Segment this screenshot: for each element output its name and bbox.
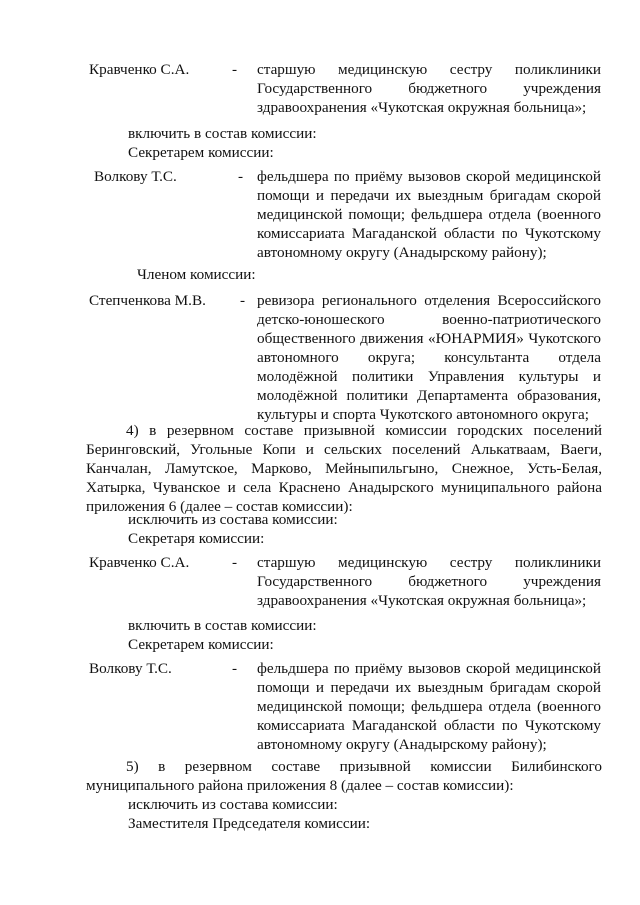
member-description: фельдшера по приёму вызовов скорой медицинской помощи и передачи их выездным бригадам скорой медицинской помощи; фельдшера отдела (военного комиссариата Магаданской области по Чукотскому автономному округу (Анадырскому району); <box>257 660 601 753</box>
role-label: Членом комиссии: <box>137 266 256 283</box>
member-description: старшую медицинскую сестру поликлиники Государственного бюджетного учреждения здравоохранения «Чукотская окружная больница»; <box>257 61 601 116</box>
role-label: Секретаря комиссии: <box>128 530 265 547</box>
role-label: Заместителя Председателя комиссии: <box>128 815 371 832</box>
member-description: фельдшера по приёму вызовов скорой медицинской помощи и передачи их выездным бригадам скорой медицинской помощи; фельдшера отдела (военного комиссариата Магаданской области по Чукотскому автономному округу (Анадырскому району); <box>257 168 601 261</box>
section-paragraph: 4) в резервном составе призывной комиссии городских поселений Беринговский, Угольные Копи и сельских поселений Алькатваам, Ваеги, Канчалан, Ламутское, Марково, Мейныпильгыно, Снежное, Усть-Белая, Хатырка, Чуванское и села Краснено Анадырского муниципального района приложения 6 (далее – состав комиссии): <box>86 422 602 515</box>
role-label: Секретарем комиссии: <box>128 636 274 653</box>
dash-separator: - <box>238 168 244 185</box>
section-label: исключить из состава комиссии: <box>128 796 338 813</box>
member-name: Волкову Т.С. <box>89 660 172 677</box>
section-label: исключить из состава комиссии: <box>128 511 338 528</box>
member-name: Волкову Т.С. <box>94 168 177 185</box>
member-description: старшую медицинскую сестру поликлиники Государственного бюджетного учреждения здравоохранения «Чукотская окружная больница»; <box>257 554 601 609</box>
dash-separator: - <box>232 660 238 677</box>
section-paragraph: 5) в резервном составе призывной комиссии Билибинского муниципального района приложения 8 (далее – состав комиссии): <box>86 758 602 794</box>
dash-separator: - <box>232 61 238 78</box>
dash-separator: - <box>232 554 238 571</box>
member-name: Кравченко С.А. <box>89 61 190 78</box>
role-label: Секретарем комиссии: <box>128 144 274 161</box>
section-label: включить в состав комиссии: <box>128 617 317 634</box>
dash-separator: - <box>240 292 246 309</box>
member-description: ревизора регионального отделения Всероссийского детско-юношеского военно-патриотического общественного движения «ЮНАРМИЯ» Чукотского автономного округа; консультанта отдела молодёжной политики Управления культуры и молодёжной политики Департамента образования, культуры и спорта Чукотского автономного округа; <box>257 292 601 423</box>
member-name: Кравченко С.А. <box>89 554 190 571</box>
member-name: Степченкова М.В. <box>89 292 206 309</box>
section-label: включить в состав комиссии: <box>128 125 317 142</box>
